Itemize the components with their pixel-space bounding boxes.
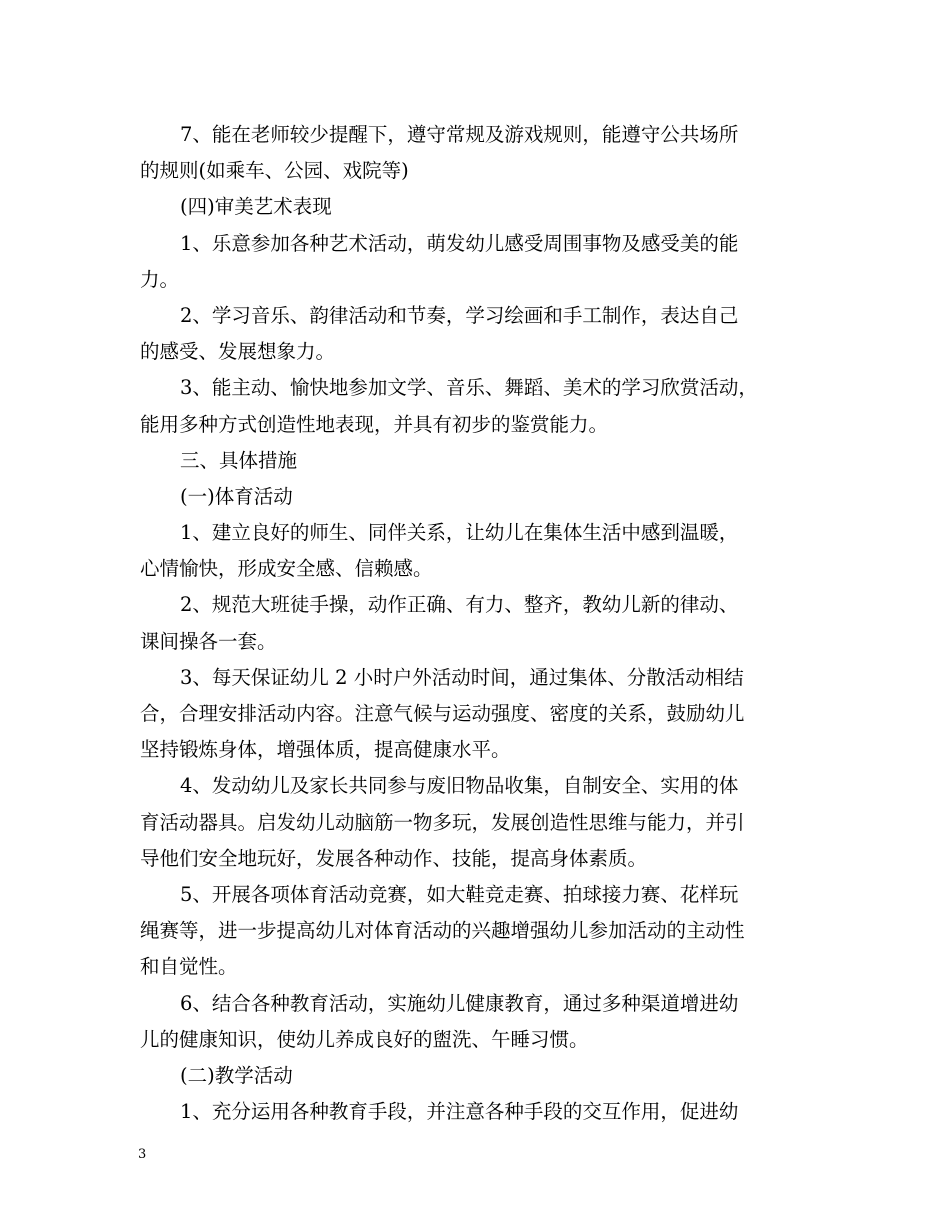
text-line: 导他们安全地玩好，发展各种动作、技能，提高身体素质。 (140, 846, 648, 870)
text-line: 3、能主动、愉快地参加文学、音乐、舞蹈、美术的学习欣赏活动， (180, 376, 758, 400)
text-line: 6、结合各种教育活动，实施幼儿健康教育，通过多种渠道增进幼 (180, 991, 739, 1015)
text-line: 合，合理安排活动内容。注意气候与运动强度、密度的关系，鼓励幼儿 (140, 702, 745, 725)
text-line: 心情愉快，形成安全感、信赖感。 (140, 557, 433, 581)
text-line: 和自觉性。 (140, 955, 238, 979)
text-line: 3、每天保证幼儿 2 小时户外活动时间，通过集体、分散活动相结 (180, 665, 744, 689)
text-line: 能用多种方式创造性地表现，并具有初步的鉴赏能力。 (140, 412, 609, 436)
page-number: 3 (138, 1147, 147, 1162)
text-line: (二)教学活动 (180, 1063, 293, 1087)
text-line: 育活动器具。启发幼儿动脑筋一物多玩，发展创造性思维与能力，并引 (140, 810, 745, 834)
text-line: 2、学习音乐、韵律活动和节奏，学习绘画和手工制作，表达自己 (180, 303, 739, 327)
text-line: 的感受、发展想象力。 (140, 340, 336, 364)
text-line: 绳赛等，进一步提高幼儿对体育活动的兴趣增强幼儿参加活动的主动性 (140, 919, 745, 943)
text-line: 5、开展各项体育活动竞赛，如大鞋竞走赛、拍球接力赛、花样玩 (180, 882, 739, 906)
text-line: 1、充分运用各种教育手段，并注意各种手段的交互作用，促进幼 (180, 1100, 739, 1124)
text-line: 力。 (140, 267, 180, 291)
text-line: 儿的健康知识，使幼儿养成良好的盥洗、午睡习惯。 (140, 1027, 589, 1051)
text-line: 4、发动幼儿及家长共同参与废旧物品收集，自制安全、实用的体 (180, 774, 739, 798)
text-line: 课间操各一套。 (140, 629, 277, 653)
text-line: 坚持锻炼身体，增强体质，提高健康水平。 (140, 738, 511, 762)
text-line: (一)体育活动 (180, 484, 293, 508)
text-line: 2、规范大班徒手操，动作正确、有力、整齐，教幼儿新的律动、 (180, 593, 739, 617)
text-line: 三、具体措施 (180, 448, 298, 472)
text-line: 7、能在老师较少提醒下，遵守常规及游戏规则，能遵守公共场所 (180, 123, 739, 146)
document-body (140, 117, 820, 1130)
text-line: 1、乐意参加各种艺术活动，萌发幼儿感受周围事物及感受美的能 (180, 231, 739, 255)
text-line: 的规则(如乘车、公园、戏院等) (140, 159, 409, 183)
text-line: 1、建立良好的师生、同伴关系，让幼儿在集体生活中感到温暖， (180, 521, 739, 545)
text-line: (四)审美艺术表现 (180, 195, 332, 219)
